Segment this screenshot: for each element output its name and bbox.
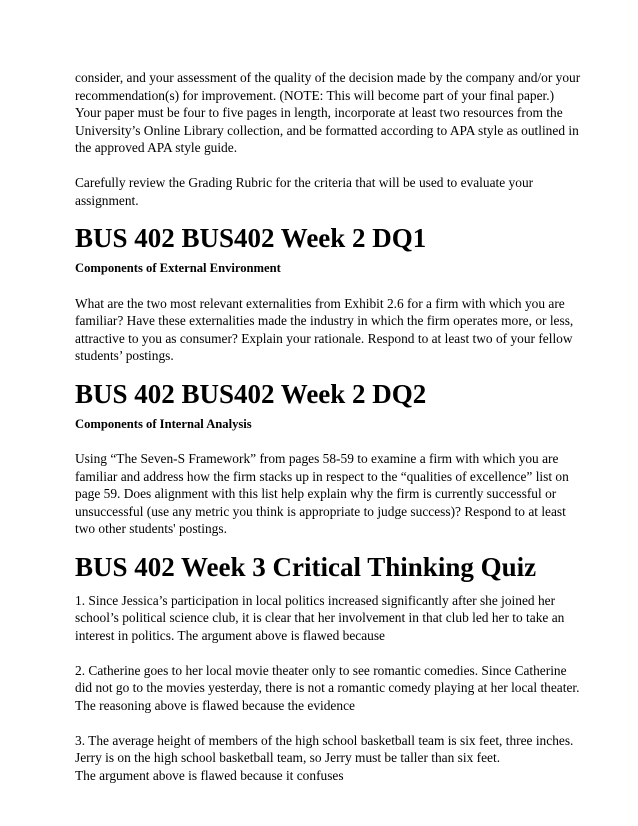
quiz-question-2-text: 2. Catherine goes to her local movie theater only to see romantic comedies. Since Catherine did not go to the movies yesterday, there is not a romantic comedy playing at her local theater. [75, 662, 580, 695]
grading-rubric-paragraph: Carefully review the Grading Rubric for the criteria that will be used to evaluate your assignment. [75, 175, 534, 208]
quiz-question-3-text-1: 3. The average height of members of the high school basketball team is six feet, three inches. [75, 732, 574, 748]
dq1-subheading: Components of External Environment [75, 261, 281, 275]
quiz-question-3-text-2: Jerry is on the high school basketball team, so Jerry must be taller than six feet. [75, 750, 501, 765]
intro-paragraph: consider, and your assessment of the quality of the decision made by the company and/or your recommendation(s) for improvement. (NOTE: This will become part of your final paper.) Your paper must be four to five pages in length, incorporate at least two resources from the University’s Online Library collection, and be formatted according to APA style as outlined in the approved APA style guide. [75, 70, 581, 155]
quiz-question-2-prompt: The reasoning above is flawed because the evidence [75, 697, 355, 713]
quiz-heading: BUS 402 Week 3 Critical Thinking Quiz [75, 551, 537, 582]
dq2-body: Using “The Seven-S Framework” from pages 58-59 to examine a firm with which you are familiar and address how the firm stacks up in respect to the “qualities of excellence” list on page 59. Does alignment with this list help explain why the firm is currently successful or unsuccessful (use any metric you think is appropriate to judge success)? Respond to at least two other students' postings. [75, 451, 569, 536]
quiz-question-1: 1. Since Jessica’s participation in local politics increased significantly after she joined her school’s political science club, it is clear that her involvement in that club led her to take an interest in politics. The argument above is flawed because [75, 592, 565, 643]
dq2-subheading: Components of Internal Analysis [75, 416, 252, 431]
dq1-heading: BUS 402 BUS402 Week 2 DQ1 [75, 223, 427, 253]
dq2-heading: BUS 402 BUS402 Week 2 DQ2 [75, 378, 427, 409]
quiz-question-3-prompt: The argument above is flawed because it confuses [75, 767, 344, 783]
dq1-body: What are the two most relevant externalities from Exhibit 2.6 for a firm with which you are familiar? Have these externalities made the industry in which the firm operates more, or less, attractive to you as consumer? Explain your rationale. Respond to at least two of your fellow students’ postings. [75, 295, 574, 363]
quiz-question-3 [75, 732, 582, 785]
quiz-question-2 [75, 662, 582, 715]
